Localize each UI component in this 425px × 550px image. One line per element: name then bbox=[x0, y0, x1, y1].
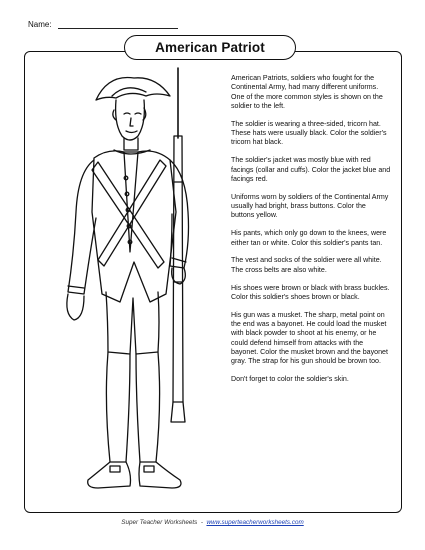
head-icon bbox=[113, 100, 146, 140]
footer-brand: Super Teacher Worksheets bbox=[121, 519, 198, 526]
name-field-row bbox=[28, 20, 178, 29]
soldier-illustration bbox=[38, 62, 228, 510]
stockings-icon bbox=[106, 352, 159, 462]
paragraph-musket: His gun was a musket. The sharp, metal point on the end was a bayonet. He could load the musket with black powder to shoot at his enemy, or he could defend himself from attacks with the bayonet. Color the musket brown and the bayonet gray. The strap for his gun should be brown too. bbox=[231, 310, 388, 366]
footer-link[interactable]: www.superteacherworksheets.com bbox=[206, 519, 304, 526]
paragraph-buttons: Uniforms worn by soldiers of the Continental Army usually had bright, brass buttons. Color the buttons yellow. bbox=[231, 192, 389, 220]
paragraph-jacket: The soldier's jacket was mostly blue with red facings (collar and cuffs). Color the jacket blue and facings red. bbox=[231, 156, 391, 183]
shoes-icon bbox=[88, 462, 181, 488]
jacket-icon bbox=[92, 151, 176, 302]
paragraph-vest: The vest and socks of the soldier were all white. The cross belts are also white. bbox=[231, 256, 382, 274]
paragraph-pants: His pants, which only go down to the knees, were either tan or white. Color this soldier's pants tan. bbox=[231, 229, 387, 247]
musket-icon bbox=[171, 68, 185, 422]
paragraph-intro: American Patriots, soldiers who fought for the Continental Army, had many different uniforms. One of the more common styles is shown on the soldier to the left. bbox=[231, 74, 383, 110]
instructions-column bbox=[231, 74, 391, 393]
name-label: Name: bbox=[28, 20, 52, 29]
tricorn-hat-icon bbox=[96, 77, 170, 100]
paragraph-skin: Don't forget to color the soldier's skin. bbox=[231, 375, 349, 384]
paragraph-shoes: His shoes were brown or black with brass buckles. Color this soldier's shoes brown or black. bbox=[231, 283, 390, 301]
footer bbox=[0, 519, 425, 526]
footer-separator: - bbox=[200, 519, 203, 526]
left-arm-icon bbox=[67, 160, 96, 320]
name-write-line[interactable] bbox=[58, 20, 178, 29]
page-title-text: American Patriot bbox=[155, 40, 265, 55]
paragraph-hat: The soldier is wearing a three-sided, tricorn hat. These hats were usually black. Color the soldier's tricorn hat black. bbox=[231, 119, 387, 147]
page-title bbox=[124, 35, 296, 60]
